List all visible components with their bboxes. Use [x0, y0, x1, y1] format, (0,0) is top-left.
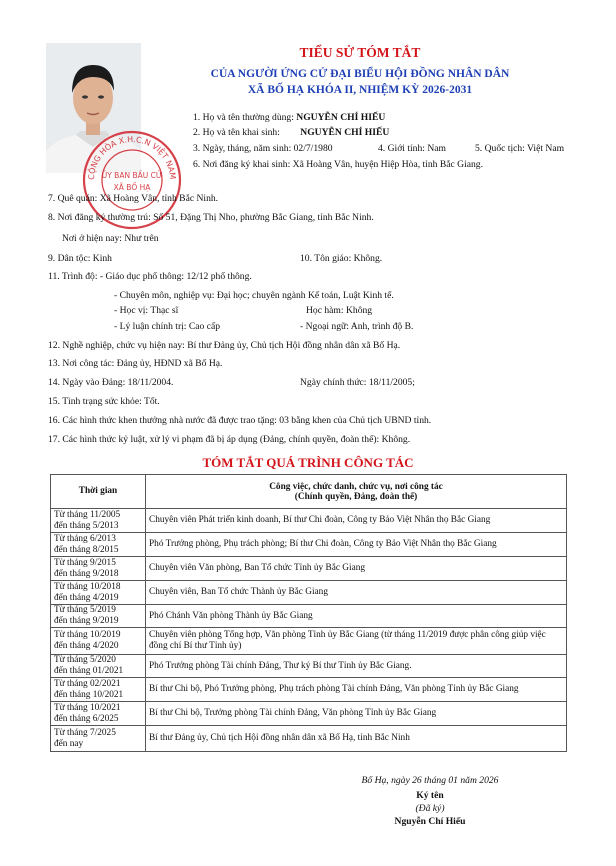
table-row — [51, 678, 567, 702]
row-job-cell: Chuyên viên Văn phòng, Ban Tổ chức Tỉnh ủy Bắc Giang — [146, 557, 567, 581]
row-time-cell — [51, 655, 146, 678]
field-academic-rank: Học hàm: Không — [306, 305, 373, 316]
row-job-cell: Bí thư Đảng ủy, Chủ tịch Hội đồng nhân dân xã Bố Hạ, tỉnh Bắc Ninh — [146, 726, 567, 752]
table-row — [51, 655, 567, 678]
field-religion: 10. Tôn giáo: Không. — [300, 253, 383, 264]
row-time-to: đến tháng 9/2018 — [54, 568, 119, 579]
row-job-cell: Phó Trưởng phòng Tài chính Đảng, Thư ký Bí thư Tỉnh ủy Bắc Giang. — [146, 655, 567, 678]
table-row — [51, 581, 567, 605]
signature-label: Ký tên — [416, 790, 444, 801]
field-party-admission: 14. Ngày vào Đảng: 18/11/2004. — [48, 377, 174, 388]
row-time-cell — [51, 726, 146, 752]
field-awards: 16. Các hình thức khen thưởng nhà nước đã được trao tặng: 03 bằng khen của Chủ tịch UBND tỉnh. — [48, 415, 432, 426]
field-workplace: 13. Nơi công tác: Đảng ủy, HĐND xã Bố Hạ. — [48, 358, 223, 369]
field-health: 15. Tình trạng sức khỏe: Tốt. — [48, 396, 160, 407]
field-birth-name — [193, 127, 389, 138]
row-job-cell: Phó Chánh Văn phòng Thành ủy Bắc Giang — [146, 605, 567, 628]
field-birth-name-label: 2. Họ và tên khai sinh: — [193, 127, 280, 138]
svg-text:XÃ BỐ HẠ: XÃ BỐ HẠ — [113, 183, 151, 192]
field-political-theory: - Lý luận chính trị: Cao cấp — [114, 321, 221, 332]
row-time-to: đến tháng 4/2019 — [54, 592, 119, 603]
document-title: TIỂU SỬ TÓM TẮT — [299, 45, 421, 60]
field-ethnicity: 9. Dân tộc: Kinh — [48, 253, 112, 264]
field-foreign-language: - Ngoại ngữ: Anh, trình độ B. — [300, 321, 414, 332]
row-job-cell: Chuyên viên, Ban Tổ chức Thành ủy Bắc Giang — [146, 581, 567, 605]
row-time-from: Từ tháng 6/2013 — [54, 533, 116, 544]
field-specialization: - Chuyên môn, nghiệp vụ: Đại học; chuyên ngành Kế toán, Luật Kinh tế. — [114, 290, 394, 301]
row-job-cell: Phó Trưởng phòng, Phụ trách phòng; Bí thư Chi đoàn, Công ty Bảo Việt Nhân thọ Bắc Giang — [146, 533, 567, 557]
row-time-cell — [51, 628, 146, 655]
field-education: 11. Trình độ: - Giáo dục phổ thông: 12/12 phổ thông. — [48, 271, 252, 282]
signature-name: Nguyễn Chí Hiếu — [394, 816, 466, 827]
work-history-table — [50, 474, 567, 752]
field-common-name-value: NGUYỄN CHÍ HIẾU — [296, 112, 386, 123]
field-permanent-residence: 8. Nơi đăng ký thường trú: Số 51, Đặng Thị Nho, phường Bắc Giang, tỉnh Bắc Ninh. — [48, 212, 374, 223]
row-time-from: Từ tháng 9/2015 — [54, 557, 116, 568]
column-header-job-line1: Công việc, chức danh, chức vụ, nơi công tác — [269, 481, 443, 492]
row-time-from: Từ tháng 10/2019 — [54, 630, 121, 640]
signature-signed-note: (Đã ký) — [415, 803, 445, 814]
field-nationality: 5. Quốc tịch: Việt Nam — [475, 143, 565, 154]
row-time-cell — [51, 581, 146, 605]
table-row — [51, 726, 567, 752]
field-common-name-label: 1. Họ và tên thường dùng: — [193, 112, 297, 123]
row-time-to: đến tháng 8/2015 — [54, 544, 119, 555]
field-current-residence: Nơi ở hiện nay: Như trên — [62, 233, 159, 244]
field-birth-registration: 6. Nơi đăng ký khai sinh: Xã Hoàng Vân, huyện Hiệp Hòa, tỉnh Bắc Giang. — [193, 159, 483, 170]
column-header-job-line2: (Chính quyền, Đảng, đoàn thể) — [294, 491, 418, 502]
row-time-from: Từ tháng 10/2018 — [54, 581, 121, 592]
row-time-to: đến tháng 9/2019 — [54, 616, 119, 626]
row-time-from: Từ tháng 5/2020 — [54, 655, 116, 665]
row-time-cell — [51, 533, 146, 557]
row-time-to: đến tháng 5/2013 — [54, 520, 119, 531]
row-time-to: đến tháng 01/2021 — [54, 666, 124, 676]
field-discipline: 17. Các hình thức kỷ luật, xử lý vi phạm đã bị áp dụng (Đảng, chính quyền, đoàn thể): Không. — [48, 434, 411, 445]
field-degree: - Học vị: Thạc sĩ — [114, 305, 179, 316]
table-row — [51, 628, 567, 655]
field-birth-name-value: NGUYỄN CHÍ HIẾU — [300, 127, 390, 138]
svg-text:ỦY BAN BẦU CỬ: ỦY BAN BẦU CỬ — [101, 171, 163, 180]
row-job-cell: Chuyên viên phòng Tổng hợp, Văn phòng Tỉnh ủy Bắc Giang (từ tháng 11/2019 được phân công giúp việc đồng chí Bí thư Tỉnh ủy) — [146, 628, 567, 655]
document-subtitle-line1: CỦA NGƯỜI ỨNG CỬ ĐẠI BIỂU HỘI ĐỒNG NHÂN DÂN — [210, 68, 510, 80]
row-time-to: đến tháng 6/2025 — [54, 713, 119, 724]
field-current-position: 12. Nghề nghiệp, chức vụ hiện nay: Bí thư Đảng ủy, Chủ tịch Hội đồng nhân dân xã Bố Hạ. — [48, 340, 401, 351]
row-job-cell: Bí thư Chi bộ, Trưởng phòng Tài chính Đảng, Văn phòng Tỉnh ủy Bắc Giang — [146, 702, 567, 726]
field-official-membership: Ngày chính thức: 18/11/2005; — [300, 377, 415, 388]
row-time-from: Từ tháng 02/2021 — [54, 678, 121, 689]
row-time-to: đến tháng 4/2020 — [54, 641, 119, 651]
table-row — [51, 533, 567, 557]
row-time-from: Từ tháng 10/2021 — [54, 702, 121, 713]
signature-place-date: Bố Hạ, ngày 26 tháng 01 năm 2026 — [361, 775, 499, 786]
row-time-cell — [51, 605, 146, 628]
field-gender: 4. Giới tính: Nam — [378, 143, 446, 154]
column-header-job — [146, 475, 567, 509]
document-subtitle-line2: XÃ BỐ HẠ KHÓA II, NHIỆM KỲ 2026-2031 — [247, 84, 473, 96]
row-time-cell — [51, 678, 146, 702]
field-dob: 3. Ngày, tháng, năm sinh: 02/7/1980 — [193, 143, 333, 154]
work-history-title: TÓM TẮT QUÁ TRÌNH CÔNG TÁC — [202, 455, 414, 470]
field-common-name — [193, 112, 385, 123]
column-header-time: Thời gian — [51, 475, 146, 509]
row-job-cell: Bí thư Chi bộ, Phó Trưởng phòng, Phụ trách phòng Tài chính Đảng, Văn phòng Tỉnh ủy Bắc Giang — [146, 678, 567, 702]
row-time-cell — [51, 509, 146, 533]
row-time-to: đến nay — [54, 738, 84, 749]
row-job-cell: Chuyên viên Phát triển kinh doanh, Bí thư Chi đoàn, Công ty Bảo Việt Nhân thọ Bắc Giang — [146, 509, 567, 533]
table-row — [51, 509, 567, 533]
table-row — [51, 702, 567, 726]
row-time-from: Từ tháng 5/2019 — [54, 605, 116, 615]
row-time-cell — [51, 557, 146, 581]
svg-text:CỘNG HÒA X.H.C.N VIỆT NAM: CỘNG HÒA X.H.C.N VIỆT NAM — [86, 134, 178, 181]
field-hometown: 7. Quê quán: Xã Hoàng Vân, tỉnh Bắc Ninh. — [48, 193, 219, 204]
table-header-row — [51, 475, 567, 509]
row-time-from: Từ tháng 11/2005 — [54, 509, 121, 520]
row-time-cell — [51, 702, 146, 726]
table-row — [51, 605, 567, 628]
table-row — [51, 557, 567, 581]
row-time-from: Từ tháng 7/2025 — [54, 727, 116, 738]
row-time-to: đến tháng 10/2021 — [54, 689, 124, 700]
